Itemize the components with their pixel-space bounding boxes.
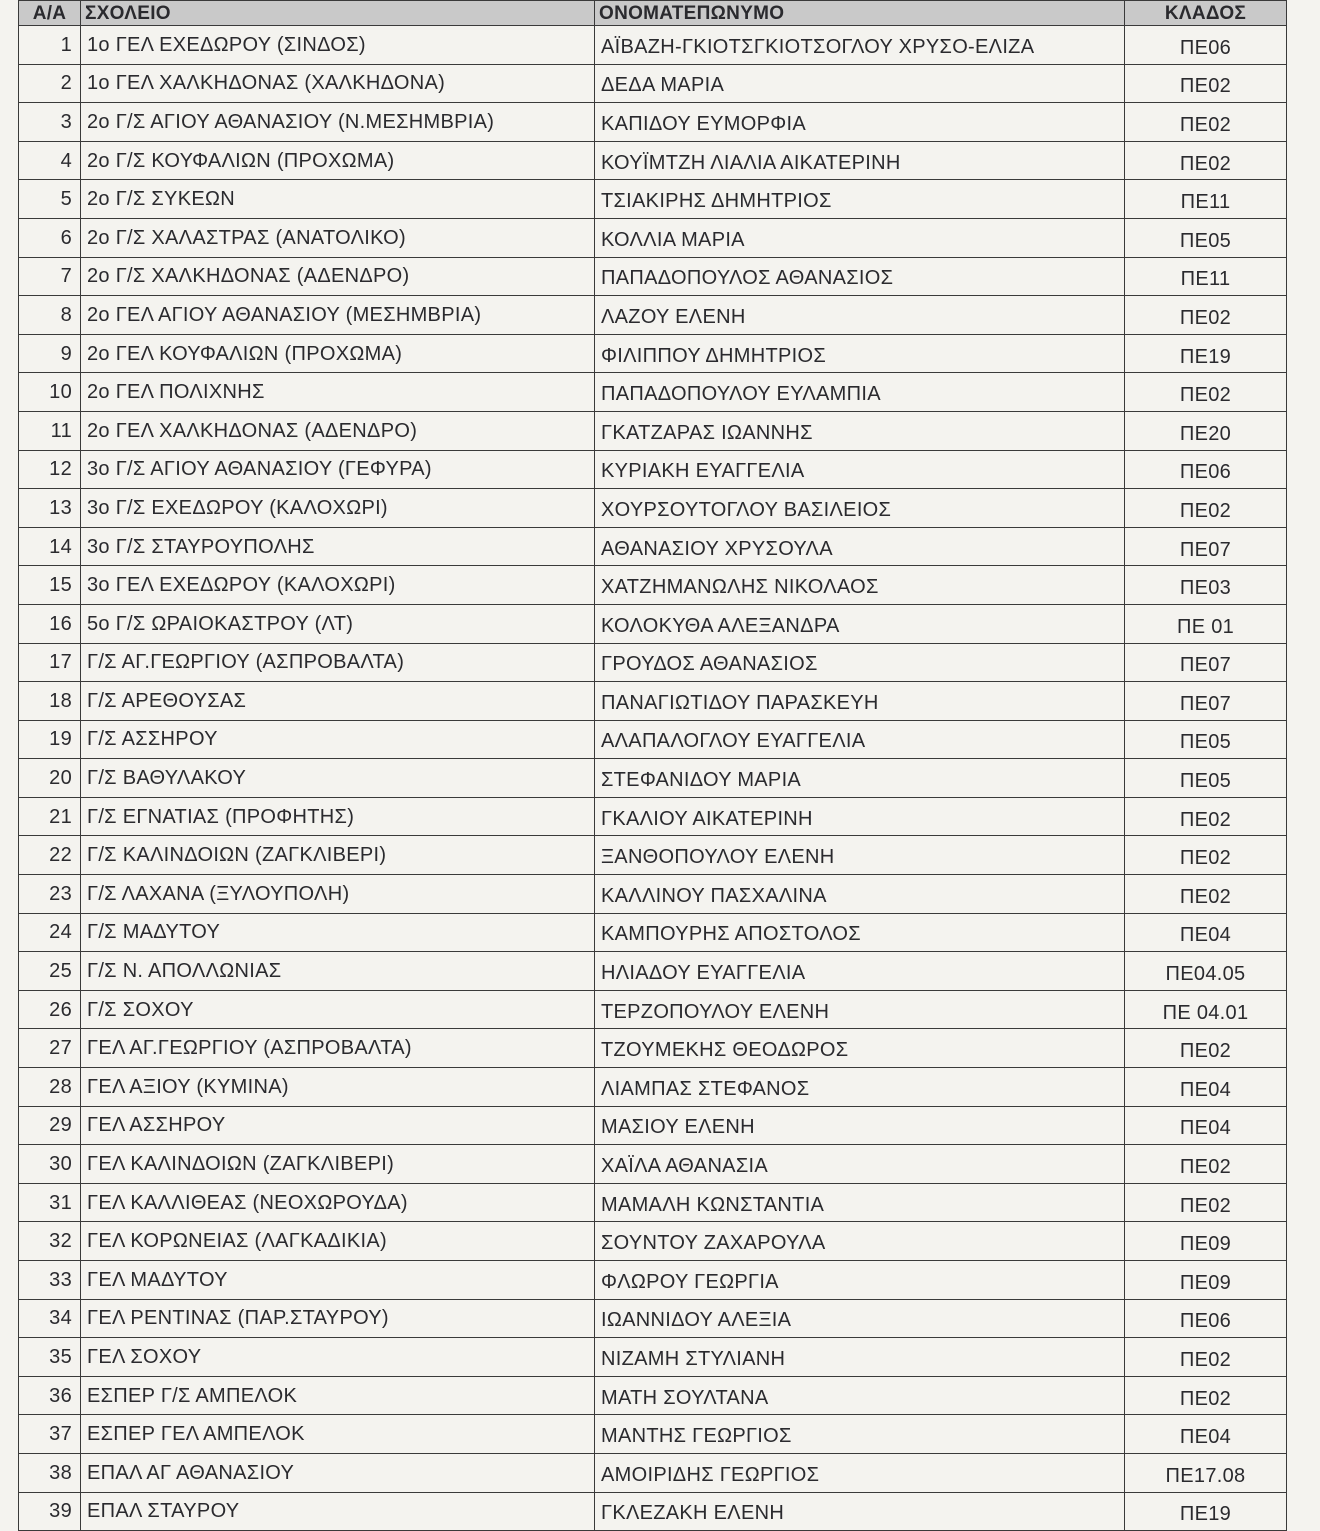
cell-school: 1ο ΓΕΛ ΕΧΕΔΩΡΟΥ (ΣΙΝΔΟΣ) xyxy=(81,26,595,65)
cell-aa: 1 xyxy=(19,26,81,65)
table-row xyxy=(19,64,1287,103)
cell-name: ΠΑΠΑΔΟΠΟΥΛΟΣ ΑΘΑΝΑΣΙΟΣ xyxy=(595,257,1125,296)
cell-branch: ΠΕ 04.01 xyxy=(1125,990,1287,1029)
cell-branch: ΠΕ02 xyxy=(1125,296,1287,335)
cell-name: ΙΩΑΝΝΙΔΟΥ ΑΛΕΞΙΑ xyxy=(595,1299,1125,1338)
cell-school: 2ο ΓΕΛ ΠΟΛΙΧΝΗΣ xyxy=(81,373,595,412)
cell-school: ΓΕΛ ΑΓ.ΓΕΩΡΓΙΟΥ (ΑΣΠΡΟΒΑΛΤΑ) xyxy=(81,1029,595,1068)
table-row xyxy=(19,26,1287,65)
cell-name: ΜΑΝΤΗΣ ΓΕΩΡΓΙΟΣ xyxy=(595,1415,1125,1454)
cell-school: Γ/Σ ΣΟΧΟΥ xyxy=(81,990,595,1029)
cell-school: Γ/Σ ΑΡΕΘΟΥΣΑΣ xyxy=(81,682,595,721)
cell-aa: 13 xyxy=(19,489,81,528)
table-row xyxy=(19,373,1287,412)
cell-school: ΕΠΑΛ ΑΓ ΑΘΑΝΑΣΙΟΥ xyxy=(81,1453,595,1492)
cell-branch: ΠΕ17.08 xyxy=(1125,1453,1287,1492)
cell-aa: 9 xyxy=(19,334,81,373)
cell-name: ΓΡΟΥΔΟΣ ΑΘΑΝΑΣΙΟΣ xyxy=(595,643,1125,682)
cell-name: ΣΟΥΝΤΟΥ ΖΑΧΑΡΟΥΛΑ xyxy=(595,1222,1125,1261)
cell-branch: ΠΕ02 xyxy=(1125,373,1287,412)
cell-school: 2ο Γ/Σ ΧΑΛΚΗΔΟΝΑΣ (ΑΔΕΝΔΡΟ) xyxy=(81,257,595,296)
cell-branch: ΠΕ06 xyxy=(1125,450,1287,489)
cell-aa: 10 xyxy=(19,373,81,412)
cell-school: 2ο Γ/Σ ΚΟΥΦΑΛΙΩΝ (ΠΡΟΧΩΜΑ) xyxy=(81,141,595,180)
cell-name: ΚΟΥΪΜΤΖΗ ΛΙΑΛΙΑ ΑΙΚΑΤΕΡΙΝΗ xyxy=(595,141,1125,180)
cell-branch: ΠΕ06 xyxy=(1125,1299,1287,1338)
cell-aa: 31 xyxy=(19,1183,81,1222)
cell-name: ΚΟΛΟΚΥΘΑ ΑΛΕΞΑΝΔΡΑ xyxy=(595,604,1125,643)
cell-school: ΓΕΛ ΑΞΙΟΥ (ΚΥΜΙΝΑ) xyxy=(81,1068,595,1107)
cell-aa: 21 xyxy=(19,797,81,836)
cell-branch: ΠΕ05 xyxy=(1125,759,1287,798)
cell-branch: ΠΕ09 xyxy=(1125,1222,1287,1261)
table-row xyxy=(19,296,1287,335)
cell-aa: 30 xyxy=(19,1145,81,1184)
cell-branch: ΠΕ02 xyxy=(1125,797,1287,836)
cell-name: ΚΑΜΠΟΥΡΗΣ ΑΠΟΣΤΟΛΟΣ xyxy=(595,913,1125,952)
cell-name: ΣΤΕΦΑΝΙΔΟΥ ΜΑΡΙΑ xyxy=(595,759,1125,798)
cell-aa: 35 xyxy=(19,1338,81,1377)
cell-branch: ΠΕ02 xyxy=(1125,141,1287,180)
cell-name: ΓΚΑΛΙΟΥ ΑΙΚΑΤΕΡΙΝΗ xyxy=(595,797,1125,836)
table-row xyxy=(19,180,1287,219)
cell-branch: ΠΕ02 xyxy=(1125,875,1287,914)
table-row xyxy=(19,682,1287,721)
cell-name: ΤΖΟΥΜΕΚΗΣ ΘΕΟΔΩΡΟΣ xyxy=(595,1029,1125,1068)
cell-school: ΓΕΛ ΡΕΝΤΙΝΑΣ (ΠΑΡ.ΣΤΑΥΡΟΥ) xyxy=(81,1299,595,1338)
cell-school: 1ο ΓΕΛ ΧΑΛΚΗΔΟΝΑΣ (ΧΑΛΚΗΔΟΝΑ) xyxy=(81,64,595,103)
cell-name: ΠΑΝΑΓΙΩΤΙΔΟΥ ΠΑΡΑΣΚΕΥΗ xyxy=(595,682,1125,721)
cell-branch: ΠΕ02 xyxy=(1125,1338,1287,1377)
cell-name: ΗΛΙΑΔΟΥ ΕΥΑΓΓΕΛΙΑ xyxy=(595,952,1125,991)
table-row xyxy=(19,1068,1287,1107)
cell-aa: 28 xyxy=(19,1068,81,1107)
cell-school: ΓΕΛ ΚΑΛΙΝΔΟΙΩΝ (ΖΑΓΚΛΙΒΕΡΙ) xyxy=(81,1145,595,1184)
cell-name: ΚΑΛΛΙΝΟΥ ΠΑΣΧΑΛΙΝΑ xyxy=(595,875,1125,914)
cell-school: Γ/Σ ΜΑΔΥΤΟΥ xyxy=(81,913,595,952)
table-row xyxy=(19,527,1287,566)
cell-aa: 19 xyxy=(19,720,81,759)
cell-branch: ΠΕ02 xyxy=(1125,836,1287,875)
cell-school: ΓΕΛ ΚΟΡΩΝΕΙΑΣ (ΛΑΓΚΑΔΙΚΙΑ) xyxy=(81,1222,595,1261)
document-sheet xyxy=(18,0,1286,1526)
cell-aa: 16 xyxy=(19,604,81,643)
cell-name: ΦΙΛΙΠΠΟΥ ΔΗΜΗΤΡΙΟΣ xyxy=(595,334,1125,373)
cell-name: ΝΙΖΑΜΗ ΣΤΥΛΙΑΝΗ xyxy=(595,1338,1125,1377)
cell-school: 3ο ΓΕΛ ΕΧΕΔΩΡΟΥ (ΚΑΛΟΧΩΡΙ) xyxy=(81,566,595,605)
cell-aa: 7 xyxy=(19,257,81,296)
cell-aa: 27 xyxy=(19,1029,81,1068)
table-row xyxy=(19,1222,1287,1261)
table-row xyxy=(19,1415,1287,1454)
cell-name: ΜΑΜΑΛΗ ΚΩΝΣΤΑΝΤΙΑ xyxy=(595,1183,1125,1222)
table-row xyxy=(19,643,1287,682)
cell-name: ΤΕΡΖΟΠΟΥΛΟΥ ΕΛΕΝΗ xyxy=(595,990,1125,1029)
cell-school: ΓΕΛ ΣΟΧΟΥ xyxy=(81,1338,595,1377)
cell-branch: ΠΕ20 xyxy=(1125,411,1287,450)
table-row xyxy=(19,797,1287,836)
cell-branch: ΠΕ05 xyxy=(1125,720,1287,759)
cell-branch: ΠΕ09 xyxy=(1125,1261,1287,1300)
table-row xyxy=(19,1338,1287,1377)
cell-school: Γ/Σ ΑΓ.ΓΕΩΡΓΙΟΥ (ΑΣΠΡΟΒΑΛΤΑ) xyxy=(81,643,595,682)
cell-school: Γ/Σ Ν. ΑΠΟΛΛΩΝΙΑΣ xyxy=(81,952,595,991)
cell-aa: 24 xyxy=(19,913,81,952)
cell-name: ΤΣΙΑΚΙΡΗΣ ΔΗΜΗΤΡΙΟΣ xyxy=(595,180,1125,219)
cell-branch: ΠΕ04 xyxy=(1125,1106,1287,1145)
cell-school: 3ο Γ/Σ ΣΤΑΥΡΟΥΠΟΛΗΣ xyxy=(81,527,595,566)
cell-name: ΜΑΣΙΟΥ ΕΛΕΝΗ xyxy=(595,1106,1125,1145)
cell-aa: 18 xyxy=(19,682,81,721)
cell-name: ΦΛΩΡΟΥ ΓΕΩΡΓΙΑ xyxy=(595,1261,1125,1300)
cell-name: ΔΕΔΑ ΜΑΡΙΑ xyxy=(595,64,1125,103)
cell-aa: 5 xyxy=(19,180,81,219)
cell-school: ΕΣΠΕΡ Γ/Σ ΑΜΠΕΛΟΚ xyxy=(81,1376,595,1415)
teachers-table xyxy=(18,0,1287,1531)
cell-school: 2ο Γ/Σ ΣΥΚΕΩΝ xyxy=(81,180,595,219)
cell-school: 2ο Γ/Σ ΑΓΙΟΥ ΑΘΑΝΑΣΙΟΥ (Ν.ΜΕΣΗΜΒΡΙΑ) xyxy=(81,103,595,142)
column-header-branch: ΚΛΑΔΟΣ xyxy=(1125,1,1287,26)
cell-branch: ΠΕ02 xyxy=(1125,1183,1287,1222)
cell-aa: 20 xyxy=(19,759,81,798)
table-row xyxy=(19,489,1287,528)
table-row xyxy=(19,604,1287,643)
table-body xyxy=(19,26,1287,1531)
cell-branch: ΠΕ07 xyxy=(1125,682,1287,721)
cell-aa: 11 xyxy=(19,411,81,450)
table-row xyxy=(19,759,1287,798)
cell-aa: 37 xyxy=(19,1415,81,1454)
column-header-school: ΣΧΟΛΕΙΟ xyxy=(81,1,595,26)
cell-aa: 4 xyxy=(19,141,81,180)
cell-name: ΑΘΑΝΑΣΙΟΥ ΧΡΥΣΟΥΛΑ xyxy=(595,527,1125,566)
table-row xyxy=(19,566,1287,605)
cell-name: ΛΑΖΟΥ ΕΛΕΝΗ xyxy=(595,296,1125,335)
cell-branch: ΠΕ11 xyxy=(1125,180,1287,219)
cell-branch: ΠΕ02 xyxy=(1125,1029,1287,1068)
cell-aa: 23 xyxy=(19,875,81,914)
cell-name: ΓΚΑΤΖΑΡΑΣ ΙΩΑΝΝΗΣ xyxy=(595,411,1125,450)
cell-school: 5ο Γ/Σ ΩΡΑΙΟΚΑΣΤΡΟΥ (ΛΤ) xyxy=(81,604,595,643)
cell-aa: 3 xyxy=(19,103,81,142)
table-row xyxy=(19,1183,1287,1222)
cell-school: ΓΕΛ ΚΑΛΛΙΘΕΑΣ (ΝΕΟΧΩΡΟΥΔΑ) xyxy=(81,1183,595,1222)
cell-name: ΠΑΠΑΔΟΠΟΥΛΟΥ ΕΥΛΑΜΠΙΑ xyxy=(595,373,1125,412)
cell-school: Γ/Σ ΑΣΣΗΡΟΥ xyxy=(81,720,595,759)
table-row xyxy=(19,913,1287,952)
cell-school: Γ/Σ ΚΑΛΙΝΔΟΙΩΝ (ΖΑΓΚΛΙΒΕΡΙ) xyxy=(81,836,595,875)
cell-branch: ΠΕ02 xyxy=(1125,64,1287,103)
cell-aa: 39 xyxy=(19,1492,81,1531)
cell-branch: ΠΕ04 xyxy=(1125,1415,1287,1454)
table-row xyxy=(19,990,1287,1029)
cell-branch: ΠΕ 01 xyxy=(1125,604,1287,643)
table-header-row xyxy=(19,1,1287,26)
table-row xyxy=(19,411,1287,450)
cell-name: ΜΑΤΗ ΣΟΥΛΤΑΝΑ xyxy=(595,1376,1125,1415)
cell-school: Γ/Σ ΒΑΘΥΛΑΚΟΥ xyxy=(81,759,595,798)
table-row xyxy=(19,836,1287,875)
cell-branch: ΠΕ03 xyxy=(1125,566,1287,605)
cell-school: 3ο Γ/Σ ΑΓΙΟΥ ΑΘΑΝΑΣΙΟΥ (ΓΕΦΥΡΑ) xyxy=(81,450,595,489)
cell-branch: ΠΕ04 xyxy=(1125,913,1287,952)
cell-aa: 6 xyxy=(19,218,81,257)
cell-branch: ΠΕ06 xyxy=(1125,26,1287,65)
cell-school: 2ο Γ/Σ ΧΑΛΑΣΤΡΑΣ (ΑΝΑΤΟΛΙΚΟ) xyxy=(81,218,595,257)
table-row xyxy=(19,875,1287,914)
cell-name: ΚΑΠΙΔΟΥ ΕΥΜΟΡΦΙΑ xyxy=(595,103,1125,142)
cell-name: ΑΪΒΑΖΗ-ΓΚΙΟΤΣΓΚΙΟΤΣΟΓΛΟΥ ΧΡΥΣΟ-ΕΛΙΖΑ xyxy=(595,26,1125,65)
cell-aa: 26 xyxy=(19,990,81,1029)
cell-school: ΓΕΛ ΑΣΣΗΡΟΥ xyxy=(81,1106,595,1145)
cell-name: ΧΑΪΛΑ ΑΘΑΝΑΣΙΑ xyxy=(595,1145,1125,1184)
cell-name: ΞΑΝΘΟΠΟΥΛΟΥ ΕΛΕΝΗ xyxy=(595,836,1125,875)
cell-school: ΓΕΛ ΜΑΔΥΤΟΥ xyxy=(81,1261,595,1300)
cell-school: ΕΠΑΛ ΣΤΑΥΡΟΥ xyxy=(81,1492,595,1531)
cell-branch: ΠΕ02 xyxy=(1125,103,1287,142)
cell-aa: 36 xyxy=(19,1376,81,1415)
table-row xyxy=(19,1492,1287,1531)
cell-aa: 2 xyxy=(19,64,81,103)
cell-name: ΓΚΛΕΖΑΚΗ ΕΛΕΝΗ xyxy=(595,1492,1125,1531)
cell-branch: ΠΕ19 xyxy=(1125,334,1287,373)
cell-branch: ΠΕ07 xyxy=(1125,527,1287,566)
table-row xyxy=(19,450,1287,489)
cell-aa: 32 xyxy=(19,1222,81,1261)
cell-name: ΛΙΑΜΠΑΣ ΣΤΕΦΑΝΟΣ xyxy=(595,1068,1125,1107)
cell-aa: 25 xyxy=(19,952,81,991)
cell-name: ΧΟΥΡΣΟΥΤΟΓΛΟΥ ΒΑΣΙΛΕΙΟΣ xyxy=(595,489,1125,528)
table-row xyxy=(19,1376,1287,1415)
cell-school: Γ/Σ ΕΓΝΑΤΙΑΣ (ΠΡΟΦΗΤΗΣ) xyxy=(81,797,595,836)
cell-school: 2ο ΓΕΛ ΚΟΥΦΑΛΙΩΝ (ΠΡΟΧΩΜΑ) xyxy=(81,334,595,373)
column-header-name: ΟΝΟΜΑΤΕΠΩΝΥΜΟ xyxy=(595,1,1125,26)
cell-name: ΚΟΛΛΙΑ ΜΑΡΙΑ xyxy=(595,218,1125,257)
cell-branch: ΠΕ19 xyxy=(1125,1492,1287,1531)
cell-school: 2ο ΓΕΛ ΑΓΙΟΥ ΑΘΑΝΑΣΙΟΥ (ΜΕΣΗΜΒΡΙΑ) xyxy=(81,296,595,335)
cell-aa: 34 xyxy=(19,1299,81,1338)
cell-aa: 14 xyxy=(19,527,81,566)
table-row xyxy=(19,218,1287,257)
table-row xyxy=(19,1453,1287,1492)
cell-branch: ΠΕ02 xyxy=(1125,1145,1287,1184)
table-row xyxy=(19,720,1287,759)
table-row xyxy=(19,1029,1287,1068)
cell-aa: 22 xyxy=(19,836,81,875)
cell-branch: ΠΕ04.05 xyxy=(1125,952,1287,991)
cell-name: ΑΜΟΙΡΙΔΗΣ ΓΕΩΡΓΙΟΣ xyxy=(595,1453,1125,1492)
cell-branch: ΠΕ02 xyxy=(1125,1376,1287,1415)
cell-aa: 8 xyxy=(19,296,81,335)
cell-school: 3ο Γ/Σ ΕΧΕΔΩΡΟΥ (ΚΑΛΟΧΩΡΙ) xyxy=(81,489,595,528)
cell-aa: 29 xyxy=(19,1106,81,1145)
cell-branch: ΠΕ02 xyxy=(1125,489,1287,528)
cell-aa: 38 xyxy=(19,1453,81,1492)
column-header-aa: Α/Α xyxy=(19,1,81,26)
cell-aa: 15 xyxy=(19,566,81,605)
table-row xyxy=(19,1261,1287,1300)
cell-branch: ΠΕ07 xyxy=(1125,643,1287,682)
table-row xyxy=(19,952,1287,991)
cell-name: ΑΛΑΠΑΛΟΓΛΟΥ ΕΥΑΓΓΕΛΙΑ xyxy=(595,720,1125,759)
table-row xyxy=(19,103,1287,142)
table-row xyxy=(19,141,1287,180)
cell-school: 2ο ΓΕΛ ΧΑΛΚΗΔΟΝΑΣ (ΑΔΕΝΔΡΟ) xyxy=(81,411,595,450)
cell-aa: 33 xyxy=(19,1261,81,1300)
cell-name: ΚΥΡΙΑΚΗ ΕΥΑΓΓΕΛΙΑ xyxy=(595,450,1125,489)
cell-branch: ΠΕ11 xyxy=(1125,257,1287,296)
cell-school: ΕΣΠΕΡ ΓΕΛ ΑΜΠΕΛΟΚ xyxy=(81,1415,595,1454)
table-row xyxy=(19,1145,1287,1184)
table-row xyxy=(19,1299,1287,1338)
cell-name: ΧΑΤΖΗΜΑΝΩΛΗΣ ΝΙΚΟΛΑΟΣ xyxy=(595,566,1125,605)
cell-branch: ΠΕ05 xyxy=(1125,218,1287,257)
table-row xyxy=(19,334,1287,373)
cell-school: Γ/Σ ΛΑΧΑΝΑ (ΞΥΛΟΥΠΟΛΗ) xyxy=(81,875,595,914)
table-row xyxy=(19,257,1287,296)
table-row xyxy=(19,1106,1287,1145)
cell-aa: 17 xyxy=(19,643,81,682)
cell-branch: ΠΕ04 xyxy=(1125,1068,1287,1107)
cell-aa: 12 xyxy=(19,450,81,489)
